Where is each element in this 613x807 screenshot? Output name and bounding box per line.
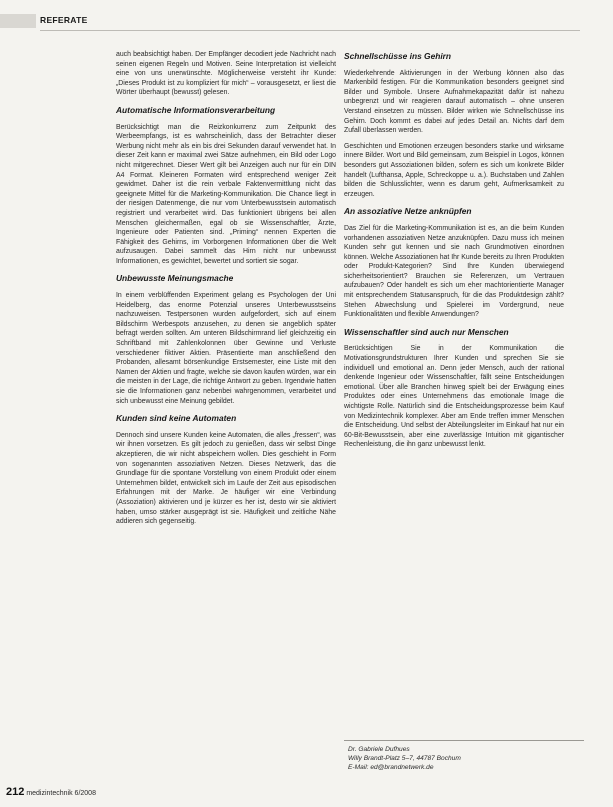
intro-paragraph: auch beabsichtigt haben. Der Empfänger decodiert jede Nachricht nach seinen eigenen Regeln und Motiven. Seine Interpretation ist vielleicht eine von uns unerwünschte. Möglicherweise versteht ihr Kunde: „Dieses Produkt ist zu kompliziert für mich“ – vorausgesetzt, er liest die Wörter überhaupt (bewusst) gelesen. xyxy=(116,51,336,97)
section-label: REFERATE xyxy=(40,15,88,25)
publication-name: medizintechnik 6/2008 xyxy=(26,790,96,797)
left-column xyxy=(116,50,336,533)
paragraph: In einem verblüffenden Experiment gelang es Psychologen der Uni Heidelberg, das enorme Potenzial unseres Unterbewusstseins nachzuweisen. Testpersonen wurden aufgefordert, sich auf einem Bildschirm Werbespots anzusehen, zu denen sie angeblich später befragt werden sollten. Am unteren Bildschirmrand lief gleichzeitig ein Schriftband mit Zahlenkolonnen über Gewinne und Verluste verschiedener fiktiver Aktien. Präsentierte man anschließend den Probanden, allesamt börsenkundige Erstsemester, eine Liste mit den Namen der Aktien und fragte, welche sie davon kaufen würden, war ein die meisten in der Lage, die richtige Antwort zu geben. Irgendwie hatten sie die Informationen ganz nebenbei wahrgenommen, verarbeitet und sich unbewusst eine Meinung gebildet. xyxy=(116,292,336,405)
author-name: Dr. Gabriele Dufhues xyxy=(348,746,410,753)
heading-schnellschuesse-ins-gehirn: Schnellschüsse ins Gehirn xyxy=(344,51,452,61)
heading-wissenschaftler-menschen: Wissenschaftler sind auch nur Menschen xyxy=(344,326,509,337)
heading-unbewusste-meinungsmache: Unbewusste Meinungsmache xyxy=(116,273,234,284)
section-marker xyxy=(0,14,36,28)
author-email[interactable]: E-Mail: ed@brandnetwerk.de xyxy=(348,764,434,772)
header-divider xyxy=(40,30,580,31)
heading-automatische-informationsverarbeitung: Automatische Informationsverarbeitung xyxy=(116,104,276,115)
paragraph: Wiederkehrende Aktivierungen in der Werbung können also das Markenbild festigen. Für die Kommunikation besonders geeignet sind Bilder und Symbole. Unsere Aufnahmekapazität dafür ist nahezu unbegrenzt und wir reagieren darauf automatisch – ohne unseren Verstand einsetzen zu müssen. Bilder wirken wie Schnellschüsse ins Gehirn. Doch kommt es dabei auf jedes Detail an. Nichts darf dem Zufall überlassen werden. xyxy=(344,69,564,135)
author-divider xyxy=(344,740,584,741)
heading-assoziative-netze: An assoziative Netze anknüpfen xyxy=(344,206,472,217)
paragraph: Das Ziel für die Marketing-Kommunikation ist es, an die beim Kunden vorhandenen assoziativen Netze anzuknüpfen. Dazu muss ich meinen Kunden sehr gut kennen und sie nach Grundmotiven einordnen können. Welche Assoziationen hat Ihr Kunde bereits zu Ihren Produkten oder Produkt-Kategorien? Sind Ihre Kunden überwiegend sicherheitsorientiert? Brauchen sie Referenzen, um Vertrauen aufzubauen? Oder handelt es sich um eher machtorientierte Manager mit entsprechendem Statusanspruch, für die das Produktdesign zählt? Stehen Abwechslung und Spielerei im Vordergrund, neue Funktionalitäten und flexible Anwendungen? xyxy=(344,224,564,319)
paragraph: Berücksichtigen Sie in der Kommunikation die Motivationsgrundstrukturen Ihrer Kunden und sprechen Sie sie individuell und emotional an. Denn jeder Mensch, auch der rational denkende Ingenieur oder Wissenschaftler, fällt seine Entscheidungen emotional. Über alle Branchen hinweg spielt bei der Erwägung eines Produktes oder eines Unternehmens das emotionale Image die wichtigste Rolle. Natürlich sind die Entscheidungsprozesse beim Kauf von Medizintechnik komplexer. Aber am Ende treffen immer Menschen die Entscheidung. Und selbst der Abteilungsleiter im Einkauf hat nur ein 60-Bit-Bewusstsein, aber eine zuverlässige Intuition mit gigantischer Rechenleistung, die ihn ganz unbewusst lenkt. xyxy=(344,345,564,449)
paragraph: Dennoch sind unsere Kunden keine Automaten, die alles „fressen“, was wir ihnen vorsetzen. Es gilt jedoch zu genießen, dass wir selbst Dinge akzeptieren, die wir nicht abspeichern wollen. Dies geschieht in Form von sogenannten assoziativen Netzen. Dieses Netzwerk, das die Grundlage für die spontane Vorstellung von einem Produkt oder einem Unternehmen bildet, entwickelt sich im Laufe der Zeit aus episodischen Erfahrungen mit der Marke. Je häufiger wir eine Verbindung (Assoziation) aktivieren und je kürzer es her ist, desto wir sie aktiviert haben, umso stärker ausgeprägt ist sie. Häufigkeit und zeitliche Nähe addieren sich gegenseitig. xyxy=(116,431,336,526)
paragraph: Geschichten und Emotionen erzeugen besonders starke und wirksame innere Bilder. Wort und Bild gemeinsam, zum Beispiel in Logos, können besonders gut Assoziationen bilden, sofern es sich um konkrete Bilder handelt (Lufthansa, Apple, Schreckoppe u. a.). Buchstaben und Zahlen bilden die Schlusslichter, wenn es darum geht, Aufmerksamkeit zu erzeugen. xyxy=(344,142,564,198)
author-address: Willy Brandt-Platz 5–7, 44787 Bochum xyxy=(348,755,461,763)
paragraph: Berücksichtigt man die Reizkonkurrenz zum Zeitpunkt des Werbeempfangs, ist es wahrscheinlich, dass der Betrachter dieser Werbung nicht mehr als ein bis drei Sekunden darauf verwendet hat. In dieser Zeit kann er maximal zwei Sätze aufnehmen, ein Bild oder Logo nicht mitgerechnet. Dieser Wert gilt bei Anzeigen auch nur für ein DIN A4 Format. Kleineren Formaten wird entsprechend weniger Zeit gewidmet. Daher ist die rein verbale Faktenvermittlung nicht das geeignete Mittel für die Marketing-Kommunikation. Die Chance liegt in der riesigen Datenmenge, die nur vom Unterbewusstsein automatisch registriert und verarbeitet wird. Das funktioniert übrigens bei allen Menschen gleichermaßen, egal ob sie Wissenschaftler, Ärzte, Ingenieure oder Patienten sind. „Priming“ nennen Experten die Fähigkeit des Gehirns, im Vorborgenen Informationen über die Welt aufzusaugen. Dabei sammelt das Hirn nicht nur unbewusst Informationen, es gewichtet, bewertet und sortiert sie sogar. xyxy=(116,123,336,265)
heading-kunden-sind-keine-automaten: Kunden sind keine Automaten xyxy=(116,413,237,424)
author-block xyxy=(348,745,588,773)
right-column xyxy=(344,52,564,456)
page-footer xyxy=(6,786,96,798)
page-number: 212 xyxy=(6,786,25,798)
